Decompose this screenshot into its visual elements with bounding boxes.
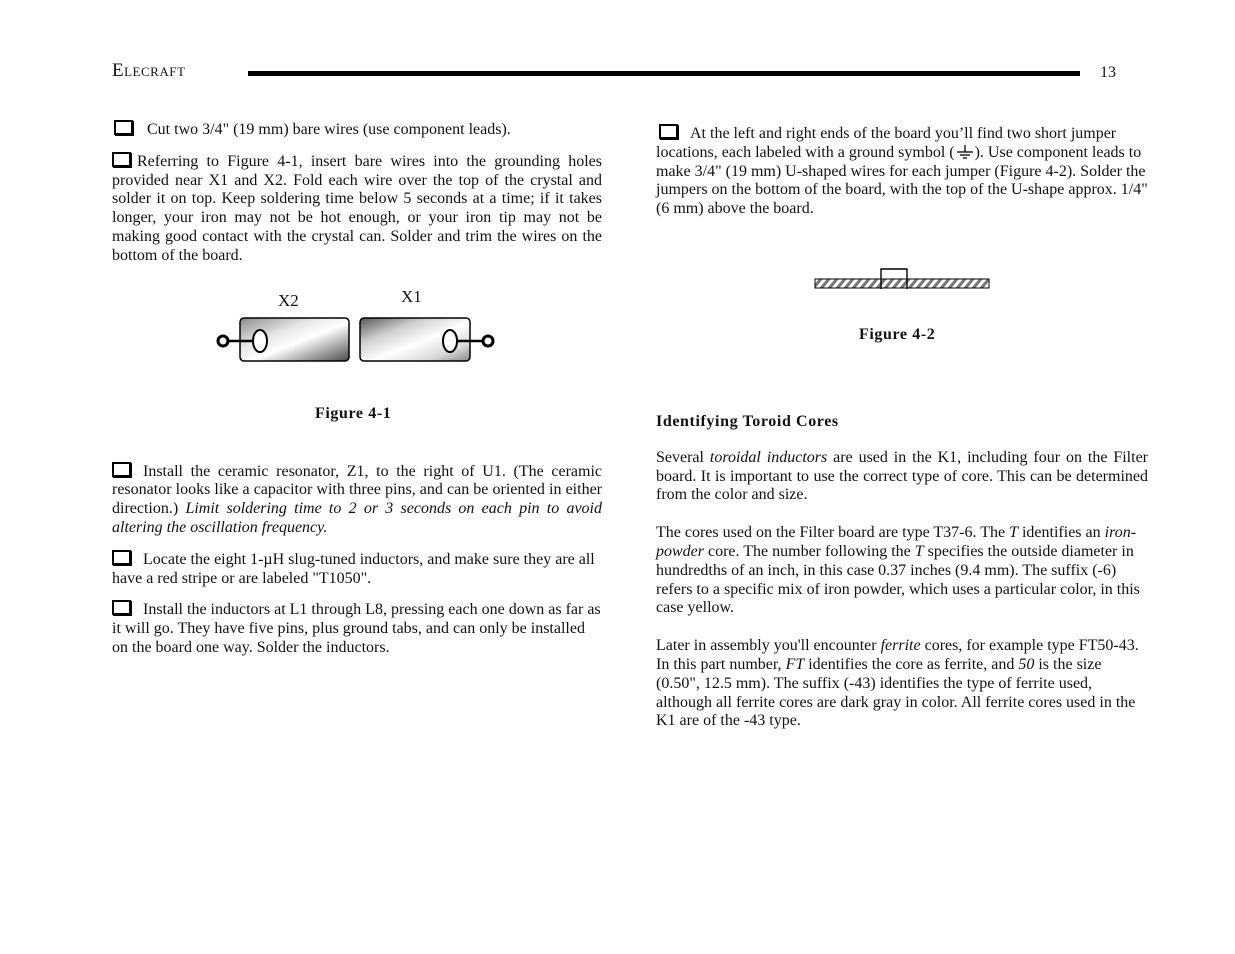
ground-hole-x1: [483, 336, 493, 346]
crystal-label-x2: X2: [278, 290, 299, 310]
step-text: Install the inductors at L1 through L8, pressing each one down as far as it will go. They have five pins, plus ground tabs, and can only be installed on the board one way. Solder the inductors.: [112, 601, 601, 656]
text-emphasis: T: [914, 542, 924, 560]
text-emphasis: 50: [1018, 655, 1035, 673]
ground-hole-x2: [218, 336, 228, 346]
step-install-inductors: [112, 600, 602, 657]
text-run: cores, for example type FT50-43. In this part number,: [656, 637, 1139, 673]
step-text: Referring to Figure 4-1, insert bare wires into the grounding holes provided near X1 and X2. Fold each wire over the top of the crystal and solder it on top. Keep soldering time below 5 seconds at a time; if it takes longer, your iron may not be hot enough, or your iron tip may not be making good contact with the crystal can. Solder and trim the wires on the bottom of the board.: [112, 152, 602, 264]
step-checkbox[interactable]: [112, 550, 131, 565]
step-jumpers: [656, 124, 1148, 219]
crystal-diagram: [212, 316, 512, 372]
running-header-title: Elecraft: [112, 60, 186, 81]
paragraph-toroidal-inductors: [656, 449, 1148, 505]
step-text: Install the ceramic resonator, Z1, to the right of U1. (The ceramic resonator looks like a capacitor with three pins, and can be oriented in either direction.): [112, 462, 602, 518]
text-run: specifies the outside diameter in hundredths of an inch, in this case 0.37 inches (9.4 mm). The suffix (-6) refers to a specific mix of iron powder, which uses a particular color, in this case yellow.: [656, 542, 1140, 617]
text-run: identifies the core as ferrite, and: [804, 655, 1019, 673]
page-number: 13: [1100, 64, 1116, 81]
crystal-x2-end: [253, 330, 267, 352]
text-emphasis: T: [1009, 524, 1018, 542]
text-run: identifies an: [1017, 524, 1105, 542]
paragraph-ferrite-cores: [656, 637, 1148, 731]
step-text-continued: ). Use component leads to make 3/4" (19 mm) U-shaped wires for each jumper (Figure 4-2). Solder the jumpers on the bottom of the board, with the top of the U-shape approx. 1/4" (6 mm) above the board.: [656, 143, 1148, 218]
crystal-label-x1: X1: [401, 286, 422, 306]
text-emphasis: toroidal inductors: [709, 448, 828, 466]
step-checkbox[interactable]: [114, 120, 133, 135]
left-column: [112, 120, 602, 658]
step-text: At the left and right ends of the board you’ll find two short jumper locations, each labeled with a ground symbol (: [656, 125, 1117, 161]
header-rule: [248, 71, 1080, 76]
figure-4-1: [112, 286, 602, 442]
right-column: [656, 124, 1148, 731]
step-install-resonator: [112, 462, 602, 538]
jumper-diagram: [813, 267, 993, 297]
step-cut-wires: [114, 120, 602, 140]
text-emphasis: iron-powder: [656, 524, 1137, 560]
ground-symbol-icon: [955, 145, 975, 159]
step-checkbox[interactable]: [112, 152, 131, 167]
text-run: is the size (0.50", 12.5 mm). The suffix (-43) identifies the type of ferrite used, although all ferrite cores are dark gray in color. All ferrite cores used in the K1 are of the -43 type.: [656, 655, 1136, 730]
figure-4-1-caption: Figure 4-1: [315, 404, 392, 422]
circuit-board: [815, 279, 989, 288]
paragraph-iron-powder-cores: [656, 524, 1148, 618]
text-emphasis: FT: [785, 655, 805, 673]
text-run: Later in assembly you'll encounter: [656, 637, 881, 655]
text-run: are used in the K1, including four on the Filter board. It is important to use the correct type of core. This can be determined from the color and size.: [656, 448, 1148, 504]
step-warning: Limit soldering time to 2 or 3 seconds on each pin to avoid altering the oscillation frequency.: [112, 500, 602, 536]
text-run: Several: [656, 448, 710, 466]
crystal-x1-end: [443, 330, 457, 352]
text-run: core. The number following the: [704, 542, 915, 560]
figure-4-2: [656, 253, 1148, 373]
step-checkbox[interactable]: [112, 462, 131, 477]
text-emphasis: ferrite: [880, 637, 921, 655]
step-text: Locate the eight 1-µH slug-tuned inductors, and make sure they are all have a red stripe or are labeled "T1050".: [112, 550, 595, 587]
step-insert-bare-wires: [112, 152, 602, 266]
section-heading-toroid-cores: Identifying Toroid Cores: [656, 412, 839, 430]
step-locate-inductors: [112, 550, 602, 589]
step-checkbox[interactable]: [112, 600, 131, 615]
step-checkbox[interactable]: [659, 124, 678, 139]
text-run: The cores used on the Filter board are type T37-6. The: [656, 524, 1010, 542]
step-text: Cut two 3/4" (19 mm) bare wires (use component leads).: [147, 121, 511, 138]
figure-4-2-caption: Figure 4-2: [859, 325, 936, 343]
